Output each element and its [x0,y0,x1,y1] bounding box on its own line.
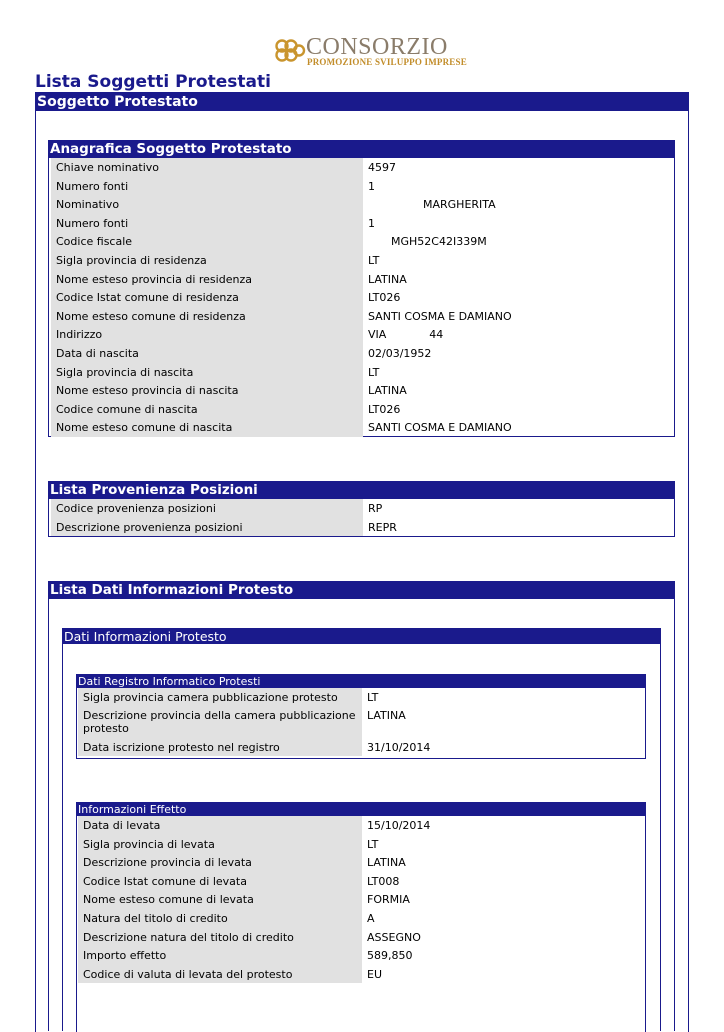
field-label: Codice Istat comune di residenza [51,288,363,307]
consorzio-logo [274,34,467,70]
field-label: Data di nascita [51,344,363,363]
field-value [362,928,645,947]
provenienza-header: Lista Provenienza Posizioni [49,482,674,499]
table-row [51,418,674,437]
field-value-number: 44 [429,328,444,342]
field-value [363,195,674,214]
field-label: Nome esteso comune di levata [78,890,362,909]
field-value-text: 02/03/1952 [368,346,432,360]
table-row [51,288,674,307]
field-value [363,288,674,307]
table-row [78,853,645,872]
table-row [78,965,645,984]
field-value [363,518,674,537]
field-value-text: MARGHERITA [423,198,496,212]
dati-informazioni-header: Dati Informazioni Protesto [63,629,660,644]
registro-header: Dati Registro Informatico Protesti [77,675,645,688]
anagrafica-header: Anagrafica Soggetto Protestato [49,141,674,158]
field-label: Numero fonti [51,214,363,233]
soggetto-protestato-header: Soggetto Protestato [36,93,688,111]
field-value [363,499,674,518]
field-value [362,853,645,872]
field-value [363,418,674,437]
field-label: Nome esteso provincia di residenza [51,270,363,289]
field-label: Codice comune di nascita [51,400,363,419]
field-value-text: REPR [368,520,397,534]
field-value [363,363,674,382]
field-value-text: LT026 [368,291,401,305]
field-label: Sigla provincia di nascita [51,363,363,382]
field-value [363,400,674,419]
table-row [51,363,674,382]
field-value-text: 4597 [368,161,396,174]
field-value-text: 589,850 [367,949,413,963]
field-label: Descrizione provincia della camera pubblicazione protesto [78,707,362,738]
field-value-text: MGH52C42I339M [391,235,487,249]
field-label: Chiave nominativo [51,158,363,177]
field-label: Natura del titolo di credito [78,909,362,928]
interlocking-rings-icon [274,38,306,64]
table-row [78,688,645,707]
field-value-text: EU [367,967,383,981]
field-value-text: 15/10/2014 [367,819,431,832]
table-row [78,890,645,909]
field-label: Sigla provincia camera pubblicazione protesto [78,688,362,707]
table-row [51,325,674,344]
page-title: Lista Soggetti Protestati [35,72,271,92]
field-value [363,177,674,196]
registro-rows [77,688,645,756]
field-value-text: LATINA [368,272,407,286]
effetto-header: Informazioni Effetto [77,803,645,816]
logo-tagline: PROMOZIONE SVILUPPO IMPRESE [307,57,467,67]
table-row [51,195,674,214]
field-label: Nome esteso comune di nascita [51,418,363,437]
registro-section [76,674,646,759]
field-value-text: 1 [368,216,375,230]
field-value [362,909,645,928]
table-row [78,909,645,928]
field-label: Nominativo [51,195,363,214]
field-value-text: 1 [368,179,375,193]
provenienza-section [48,481,675,537]
field-value [362,738,645,757]
anagrafica-section [48,140,675,437]
table-row [51,307,674,326]
field-label: Data di levata [78,816,362,835]
field-value [363,381,674,400]
table-row [78,872,645,891]
field-value-text: SANTI COSMA E DAMIANO [368,309,512,323]
field-value-text: LT026 [368,402,401,416]
field-value-text: LATINA [368,384,407,398]
field-value [362,946,645,965]
field-value [362,688,645,707]
table-row [51,499,674,518]
field-label: Sigla provincia di levata [78,835,362,854]
field-value-text: LT008 [367,874,400,888]
field-label: Nome esteso comune di residenza [51,307,363,326]
field-label: Codice di valuta di levata del protesto [78,965,362,984]
field-value [363,325,674,344]
field-value-text: LT [367,837,379,851]
table-row [78,816,645,835]
field-value [362,707,645,738]
field-value [363,344,674,363]
field-value-text: RP [368,502,383,515]
table-row [51,344,674,363]
table-row [51,214,674,233]
field-label: Data iscrizione protesto nel registro [78,738,362,757]
field-value [363,214,674,233]
field-value-text: LT [367,691,379,704]
table-row [51,177,674,196]
field-label: Codice provenienza posizioni [51,499,363,518]
effetto-section [76,802,646,1032]
table-row [51,270,674,289]
field-value-text: LATINA [367,708,406,722]
field-value-text: LT [368,365,380,379]
table-row [51,381,674,400]
field-label: Descrizione provincia di levata [78,853,362,872]
field-value [363,251,674,270]
field-value-text: LATINA [367,856,406,870]
field-value-text: A [367,911,375,925]
field-label: Descrizione natura del titolo di credito [78,928,362,947]
table-row [51,251,674,270]
field-label: Importo effetto [78,946,362,965]
table-row [51,400,674,419]
field-label: Descrizione provenienza posizioni [51,518,363,537]
field-value-text: LT [368,253,380,267]
table-row [78,835,645,854]
field-label: Codice fiscale [51,232,363,251]
field-value [362,965,645,984]
field-value [362,890,645,909]
field-value [363,232,674,251]
table-row [51,518,674,537]
field-value [363,270,674,289]
field-value [362,816,645,835]
field-label: Indirizzo [51,325,363,344]
field-value [363,158,674,177]
table-row [78,928,645,947]
logo-name: CONSORZIO [306,34,448,60]
field-value [362,835,645,854]
field-value-text: SANTI COSMA E DAMIANO [368,421,512,435]
anagrafica-rows [49,158,674,437]
field-value-text: 31/10/2014 [367,740,431,754]
field-label: Nome esteso provincia di nascita [51,381,363,400]
table-row [51,158,674,177]
field-value [363,307,674,326]
table-row [78,707,645,738]
dati-protesto-header: Lista Dati Informazioni Protesto [49,582,674,599]
field-label: Sigla provincia di residenza [51,251,363,270]
field-value-text: FORMIA [367,893,410,907]
field-value [362,872,645,891]
table-row [78,946,645,965]
effetto-rows [77,816,645,983]
field-value-text: VIA [368,328,387,342]
field-value-text: ASSEGNO [367,930,421,944]
provenienza-rows [49,499,674,536]
field-label: Codice Istat comune di levata [78,872,362,891]
field-label: Numero fonti [51,177,363,196]
table-row [78,738,645,757]
table-row [51,232,674,251]
